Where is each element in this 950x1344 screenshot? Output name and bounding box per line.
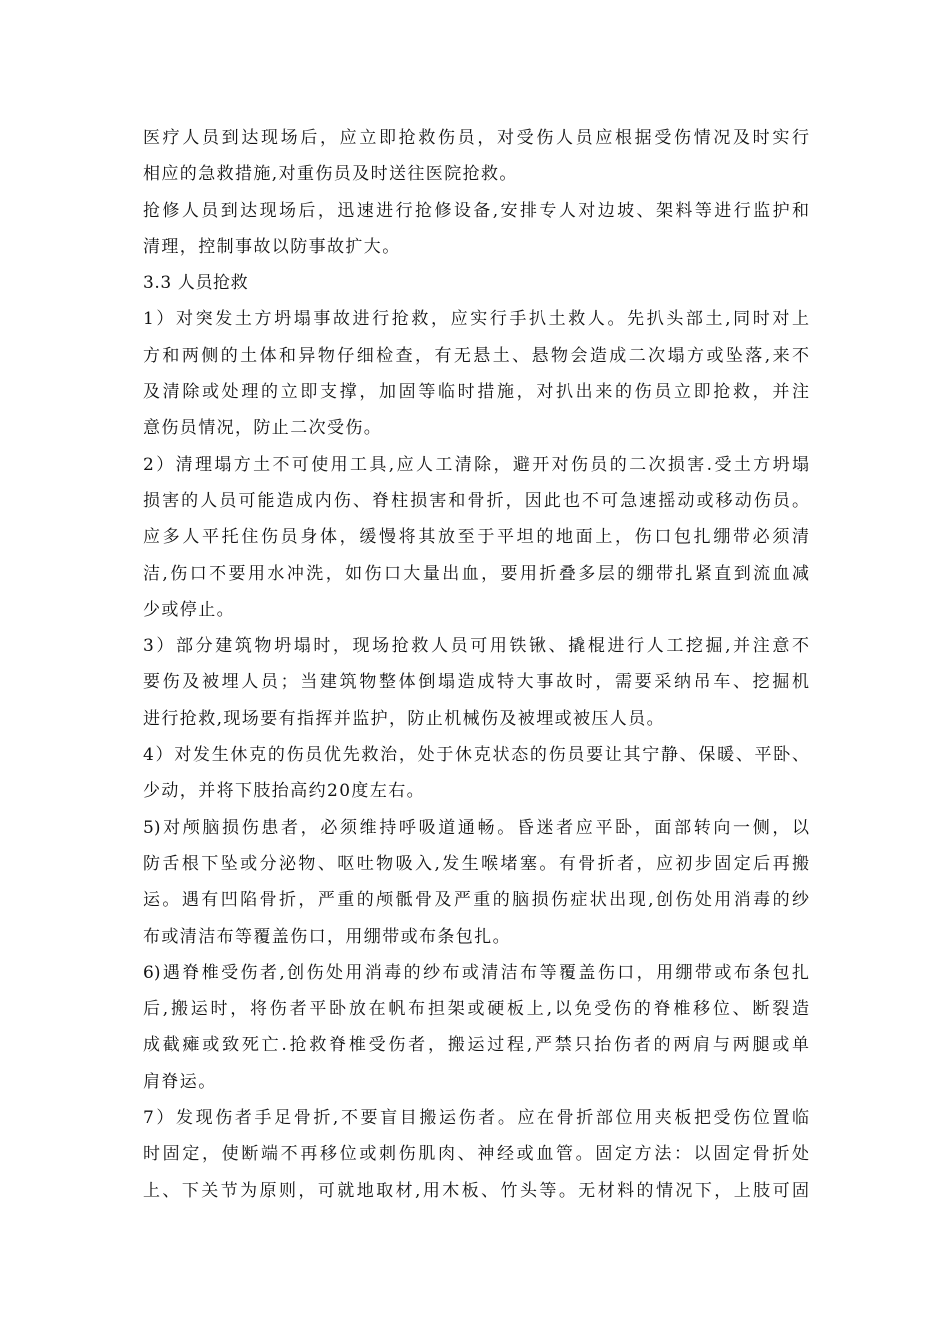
text-line: 意伤员情况，防止二次受伤。 [143,418,383,439]
text-line: 应多人平托住伤员身体，缓慢将其放至于平坦的地面上，伤口包扎绷带必须清 [143,527,809,548]
text-line: 上、下关节为原则，可就地取材,用木板、竹头等。无材料的情况下，上肢可固 [143,1180,809,1201]
text-line: 相应的急救措施,对重伤员及时送往医院抢救。 [143,164,518,185]
text-line: 方和两侧的土体和异物仔细检查，有无悬土、悬物会造成二次塌方或坠落,来不 [143,345,809,366]
text-line: 少动，并将下肢抬高约20度左右。 [143,781,426,802]
text-line: 要伤及被埋人员；当建筑物整体倒塌造成特大事故时，需要采纳吊车、挖掘机 [143,672,809,693]
text-line: 及清除或处理的立即支撑，加固等临时措施，对扒出来的伤员立即抢救，并注 [143,382,809,403]
text-line: 抢修人员到达现场后，迅速进行抢修设备,安排专人对边坡、架料等进行监护和 [143,200,809,221]
text-line: 运。遇有凹陷骨折，严重的颅骶骨及严重的脑损伤症状出现,创伤处用消毒的纱 [143,890,809,911]
text-line: 3）部分建筑物坍塌时，现场抢救人员可用铁锹、撬棍进行人工挖掘,并注意不 [143,636,809,657]
text-line: 进行抢救,现场要有指挥并监护，防止机械伤及被埋或被压人员。 [143,708,666,729]
text-line: 成截瘫或致死亡.抢救脊椎受伤者，搬运过程,严禁只抬伤者的两肩与两腿或单 [143,1035,809,1056]
text-line: 洁,伤口不要用水冲洗，如伤口大量出血，要用折叠多层的绷带扎紧直到流血减 [143,563,809,584]
text-line: 损害的人员可能造成内伤、脊柱损害和骨折，因此也不可急速摇动或移动伤员。 [143,490,809,511]
text-line: 医疗人员到达现场后，应立即抢救伤员，对受伤人员应根据受伤情况及时实行 [143,128,809,148]
text-line: 后,搬运时，将伤者平卧放在帆布担架或硬板上,以免受伤的脊椎移位、断裂造 [143,999,809,1020]
text-line: 1）对突发土方坍塌事故进行抢救，应实行手扒土救人。先扒头部土,同时对上 [143,309,809,330]
text-line: 清理，控制事故以防事故扩大。 [143,236,401,257]
document-body [143,120,809,1209]
section-heading: 3.3 人员抢救 [143,273,249,294]
text-line: 5)对颅脑损伤患者，必须维持呼吸道通畅。昏迷者应平卧，面部转向一侧，以 [143,817,809,838]
text-line: 6)遇脊椎受伤者,创伤处用消毒的纱布或清洁布等覆盖伤口，用绷带或布条包扎 [143,962,809,983]
text-line: 肩脊运。 [143,1071,217,1092]
text-line: 少或停止。 [143,599,235,620]
text-line: 7）发现伤者手足骨折,不要盲目搬运伤者。应在骨折部位用夹板把受伤位置临 [143,1108,809,1129]
text-line: 时固定，使断端不再移位或刺伤肌肉、神经或血管。固定方法：以固定骨折处 [143,1144,809,1165]
text-line: 布或清洁布等覆盖伤口，用绷带或布条包扎。 [143,926,511,947]
text-line: 2）清理塌方土不可使用工具,应人工清除，避开对伤员的二次损害.受土方坍塌 [143,454,809,475]
text-line: 4）对发生休克的伤员优先救治，处于休克状态的伤员要让其宁静、保暖、平卧、 [143,745,809,766]
text-line: 防舌根下坠或分泌物、呕吐物吸入,发生喉堵塞。有骨折者，应初步固定后再搬 [143,853,809,874]
